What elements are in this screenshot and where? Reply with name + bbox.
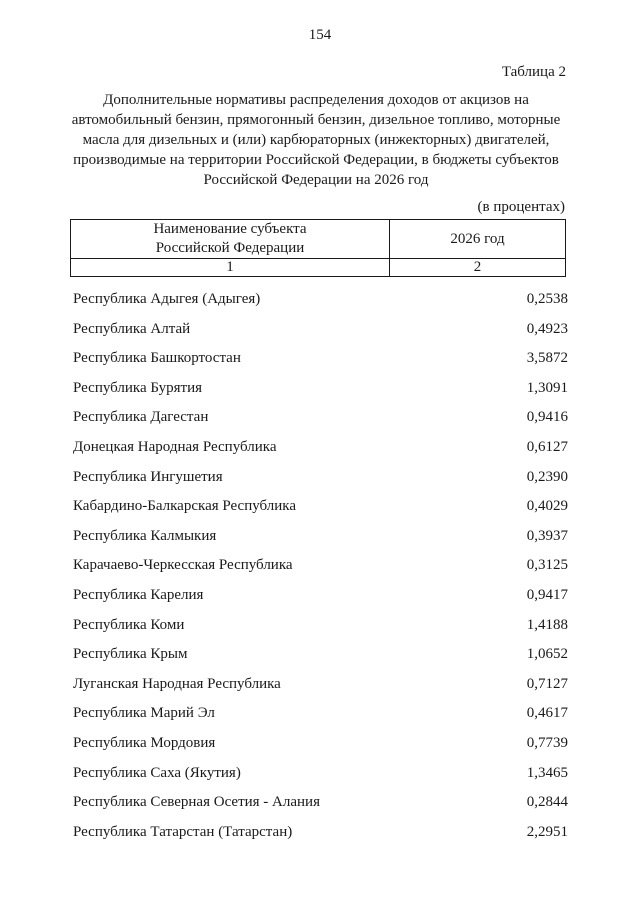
title-line: масла для дизельных и (или) карбюраторных (инжекторных) двигателей, <box>82 132 550 148</box>
region-name: Республика Дагестан <box>73 409 209 426</box>
region-value: 0,4617 <box>526 705 568 722</box>
region-value: 0,6127 <box>526 438 568 455</box>
region-value: 1,3465 <box>526 764 568 781</box>
region-name: Республика Марий Эл <box>73 705 215 722</box>
title-line: Дополнительные нормативы распределения доходов от акцизов на <box>103 92 529 108</box>
region-name: Республика Татарстан (Татарстан) <box>73 823 293 840</box>
region-name: Республика Крым <box>73 646 188 663</box>
table-row <box>73 465 568 495</box>
table-row <box>73 494 568 524</box>
region-name: Республика Ингушетия <box>73 468 223 485</box>
table-row <box>73 731 568 761</box>
title-line: автомобильный бензин, прямогонный бензин, дизельное топливо, моторные <box>71 112 561 128</box>
table-row <box>73 435 568 465</box>
region-value: 0,9417 <box>526 586 568 603</box>
header-name-line1: Наименование субъекта <box>153 221 307 237</box>
region-value: 0,3125 <box>526 557 568 574</box>
table-row <box>73 346 568 376</box>
region-value: 0,2844 <box>526 794 568 811</box>
region-name: Кабардино-Балкарская Республика <box>73 498 297 515</box>
table-row <box>73 376 568 406</box>
header-column-number-1: 1 <box>71 259 390 277</box>
region-name: Карачаево-Черкесская Республика <box>73 557 293 574</box>
table-row <box>73 701 568 731</box>
region-name: Республика Северная Осетия - Алания <box>73 794 320 811</box>
region-name: Республика Алтай <box>73 320 191 337</box>
region-name: Республика Адыгея (Адыгея) <box>73 291 261 307</box>
region-value: 2,2951 <box>526 823 568 840</box>
region-value: 1,0652 <box>526 646 568 663</box>
header-column-number-2: 2 <box>390 259 566 277</box>
region-name: Республика Саха (Якутия) <box>73 764 241 781</box>
table-body <box>73 287 568 849</box>
table-row <box>73 820 568 850</box>
region-name: Республика Башкортостан <box>73 350 241 367</box>
region-value: 0,4029 <box>526 498 568 515</box>
region-value: 0,3937 <box>526 527 568 544</box>
table-row <box>73 524 568 554</box>
table-row <box>73 583 568 613</box>
region-name: Республика Калмыкия <box>73 527 217 544</box>
table-row <box>73 761 568 791</box>
region-name: Республика Бурятия <box>73 379 203 396</box>
page-number: 154 <box>308 27 332 43</box>
header-name-line2: Российской Федерации <box>155 240 305 256</box>
region-value: 0,2390 <box>526 468 568 485</box>
region-name: Республика Коми <box>73 616 185 633</box>
units-note: (в процентах) <box>477 199 565 215</box>
table-row <box>73 553 568 583</box>
title-line: Российской Федерации на 2026 год <box>203 172 429 188</box>
table-row <box>73 672 568 702</box>
table-title <box>66 90 566 190</box>
region-value: 0,7127 <box>526 675 568 692</box>
region-name: Республика Карелия <box>73 586 204 603</box>
header-cell-year: 2026 год <box>390 220 566 259</box>
table-row <box>73 613 568 643</box>
region-value: 0,9416 <box>526 409 568 426</box>
region-value: 1,3091 <box>526 379 568 396</box>
table-label: Таблица 2 <box>501 64 566 80</box>
region-name: Луганская Народная Республика <box>73 675 281 692</box>
table-row <box>73 287 568 317</box>
table-row <box>73 642 568 672</box>
region-name: Республика Мордовия <box>73 734 216 751</box>
table-header <box>70 219 566 277</box>
region-value: 0,2538 <box>526 291 568 307</box>
region-value: 1,4188 <box>526 616 568 633</box>
region-value: 0,4923 <box>526 320 568 337</box>
region-value: 3,5872 <box>526 350 568 367</box>
header-cell-region-name <box>71 220 390 259</box>
region-name: Донецкая Народная Республика <box>73 438 277 455</box>
table-row <box>73 317 568 347</box>
table-row <box>73 790 568 820</box>
region-value: 0,7739 <box>526 734 568 751</box>
table-row <box>73 405 568 435</box>
title-line: производимые на территории Российской Федерации, в бюджеты субъектов <box>73 152 559 168</box>
